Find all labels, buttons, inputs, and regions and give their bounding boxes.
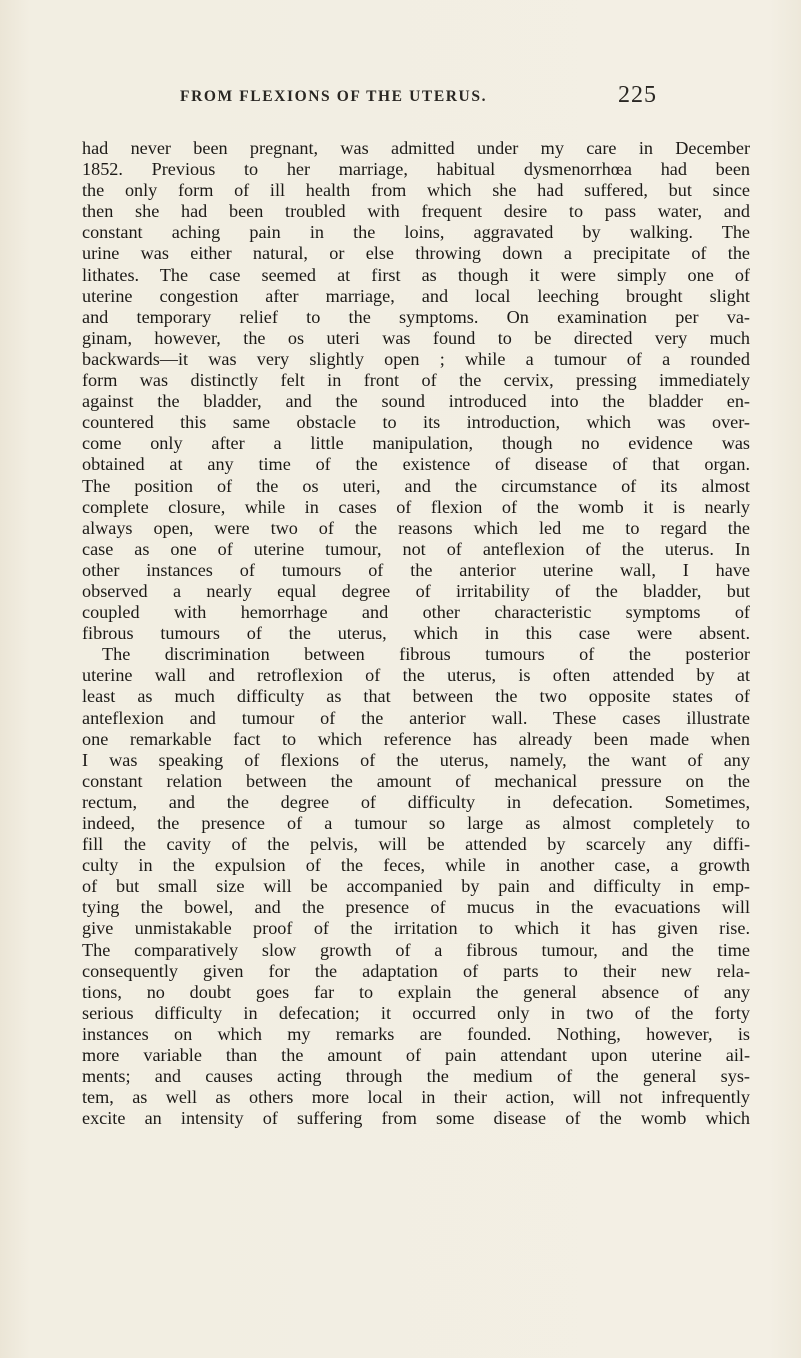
text-line: ginam, however, the os uteri was found to be directed very much [82, 327, 750, 348]
text-line: 1852. Previous to her marriage, habitual dysmenorrhœa had been [82, 159, 750, 180]
text-line: countered this same obstacle to its introduction, which was over- [82, 412, 750, 433]
text-line: consequently given for the adaptation of parts to their new rela- [82, 960, 750, 981]
text-line: rectum, and the degree of difficulty in defecation. Sometimes, [82, 791, 750, 812]
text-line: indeed, the presence of a tumour so large as almost completely to [82, 813, 750, 833]
text-line: The discrimination between fibrous tumours of the posterior [102, 644, 750, 665]
text-line: the only form of ill health from which she had suffered, but since [82, 180, 750, 201]
text-line: tying the bowel, and the presence of mucus in the evacuations will [82, 897, 750, 918]
text-line: anteflexion and tumour of the anterior wall. These cases illustrate [82, 707, 750, 728]
text-line: then she had been troubled with frequent desire to pass water, and [82, 201, 750, 222]
text-line: other instances of tumours of the anterior uterine wall, I have [82, 559, 750, 580]
text-line: against the bladder, and the sound introduced into the bladder en- [82, 391, 750, 412]
text-line: had never been pregnant, was admitted under my care in December [82, 138, 750, 158]
text-line: I was speaking of flexions of the uterus, namely, the want of any [82, 749, 750, 770]
text-line: tions, no doubt goes far to explain the general absence of any [82, 981, 750, 1002]
text-line: instances on which my remarks are founded. Nothing, however, is [82, 1023, 750, 1044]
text-line: complete closure, while in cases of flexion of the womb it is nearly [82, 496, 750, 517]
text-line: The comparatively slow growth of a fibrous tumour, and the time [82, 939, 750, 960]
text-line: fill the cavity of the pelvis, will be attended by scarcely any diffi- [82, 834, 750, 855]
text-line: serious difficulty in defecation; it occurred only in two of the forty [82, 1002, 750, 1023]
text-line: culty in the expulsion of the feces, while in another case, a growth [82, 855, 750, 876]
text-line: observed a nearly equal degree of irritability of the bladder, but [82, 580, 750, 601]
text-line: least as much difficulty as that between the two opposite states of [82, 686, 750, 707]
running-head: FROM FLEXIONS OF THE UTERUS. [180, 88, 488, 105]
text-line: The position of the os uteri, and the circumstance of its almost [82, 475, 750, 496]
text-line: constant relation between the amount of mechanical pressure on the [82, 770, 750, 791]
text-line: more variable than the amount of pain attendant upon uterine ail- [82, 1045, 750, 1066]
page-number: 225 [618, 82, 657, 108]
text-line: fibrous tumours of the uterus, which in this case were absent. [82, 623, 750, 644]
text-line: case as one of uterine tumour, not of anteflexion of the uterus. In [82, 538, 750, 559]
text-line: coupled with hemorrhage and other characteristic symptoms of [82, 602, 750, 623]
text-line: backwards—it was very slightly open ; while a tumour of a rounded [82, 348, 750, 369]
text-line: constant aching pain in the loins, aggravated by walking. The [82, 222, 750, 243]
text-line: ments; and causes acting through the medium of the general sys- [82, 1066, 750, 1087]
text-line: tem, as well as others more local in their action, will not infrequently [82, 1087, 750, 1108]
text-line: come only after a little manipulation, though no evidence was [82, 433, 750, 454]
body-text [82, 138, 750, 1129]
text-line: lithates. The case seemed at first as though it were simply one of [82, 264, 750, 285]
text-line: uterine wall and retroflexion of the uterus, is often attended by at [82, 665, 750, 686]
text-line: excite an intensity of suffering from some disease of the womb which [82, 1108, 750, 1129]
text-line: urine was either natural, or else throwing down a precipitate of the [82, 243, 750, 264]
text-line: obtained at any time of the existence of disease of that organ. [82, 454, 750, 475]
text-line: give unmistakable proof of the irritation to which it has given rise. [82, 918, 750, 939]
text-line: one remarkable fact to which reference has already been made when [82, 728, 750, 749]
text-line: of but small size will be accompanied by pain and difficulty in emp- [82, 876, 750, 897]
text-line: uterine congestion after marriage, and local leeching brought slight [82, 285, 750, 306]
text-line: form was distinctly felt in front of the cervix, pressing immediately [82, 370, 750, 391]
text-line: and temporary relief to the symptoms. On examination per va- [82, 306, 750, 327]
text-line: always open, were two of the reasons which led me to regard the [82, 517, 750, 538]
